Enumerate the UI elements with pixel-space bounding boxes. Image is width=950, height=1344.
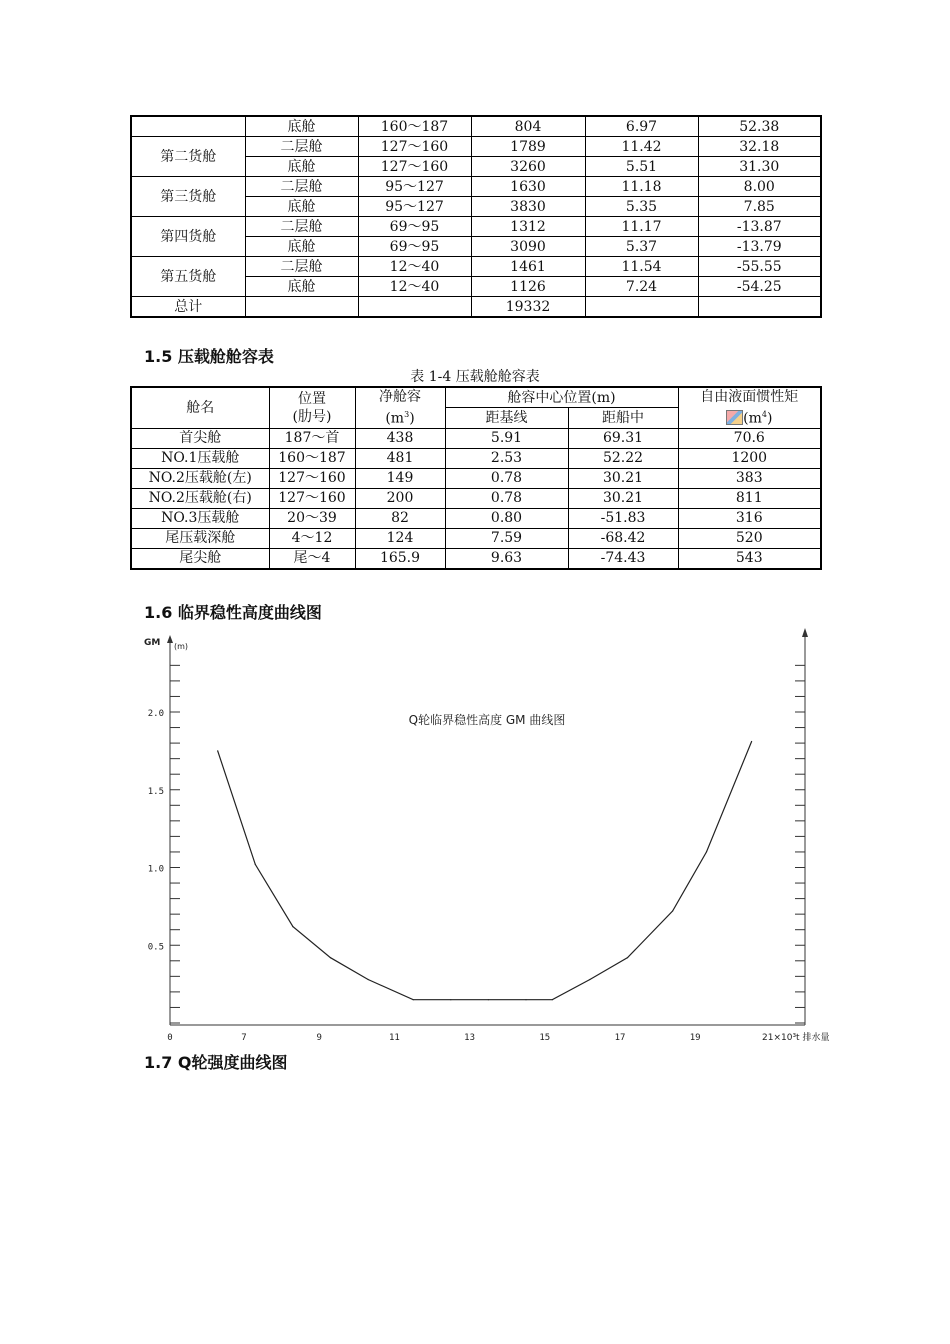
gm-curve-point	[552, 999, 553, 1000]
gm-curve-point	[217, 750, 218, 751]
ballast-cell-mid: 30.21	[568, 488, 678, 508]
cargo-cell-deck: 底舱	[245, 277, 358, 297]
header-tank-name: 舱名	[131, 387, 269, 428]
y-axis-arrow-left	[167, 635, 173, 643]
header-net-volume: 净舱容 $(m^3)$	[355, 387, 445, 428]
header-moment-unit: (m	[743, 410, 762, 427]
table-row	[131, 116, 821, 137]
image-placeholder-icon	[726, 410, 743, 425]
cargo-hold-name	[131, 116, 245, 137]
ballast-cell-vol: 200	[355, 488, 445, 508]
gm-curve-point	[450, 999, 451, 1000]
x-tick-label: 9	[316, 1033, 322, 1043]
ballast-tank-table	[130, 386, 822, 570]
ballast-cell-pos: 160～187	[269, 448, 355, 468]
cargo-cell-vcg: 11.17	[585, 217, 698, 237]
header-moment-line1: 自由液面惯性矩	[700, 389, 799, 405]
header-distance-midship: 距船中	[568, 408, 678, 428]
ballast-cell-base: 5.91	[445, 428, 568, 448]
cargo-cell-frames: 127～160	[358, 137, 471, 157]
header-center-group: 舱容中心位置(m)	[445, 387, 678, 408]
ballast-cell-pos: 尾～4	[269, 548, 355, 569]
cargo-cell-vcg: 5.35	[585, 197, 698, 217]
ballast-cell-pos: 20～39	[269, 508, 355, 528]
ballast-cell-base: 0.80	[445, 508, 568, 528]
gm-curve-point	[488, 999, 489, 1000]
ballast-cell-mid: -51.83	[568, 508, 678, 528]
x-tick-label: 0	[167, 1033, 173, 1043]
table-caption: 表 1-4 压载舱舱容表	[410, 369, 540, 385]
section-heading-1-7: 1.7 Q轮强度曲线图	[144, 1053, 288, 1072]
cargo-cell-frames: 12～40	[358, 257, 471, 277]
y-tick-label: 1.0	[147, 864, 164, 875]
cargo-cell-vcg: 5.51	[585, 157, 698, 177]
header-net-volume-line1: 净舱容	[379, 389, 421, 405]
total-empty	[358, 297, 471, 318]
total-empty	[585, 297, 698, 318]
cargo-cell-frames: 12～40	[358, 277, 471, 297]
header-moment-sup: 4	[761, 410, 767, 419]
section-heading-1-5: 1.5 压载舱舱容表	[144, 347, 274, 366]
ballast-cell-name: 尾压载深舱	[131, 528, 269, 548]
total-volume: 19332	[471, 297, 585, 318]
x-axis-label: 21×10³t 排水量	[762, 1033, 830, 1043]
cargo-hold-table	[130, 115, 822, 318]
ballast-cell-base: 0.78	[445, 468, 568, 488]
cargo-cell-volume: 1461	[471, 257, 585, 277]
cargo-hold-name: 第五货舱	[131, 257, 245, 297]
cargo-hold-name: 第四货舱	[131, 217, 245, 257]
cargo-cell-lcg: 8.00	[698, 177, 821, 197]
cargo-cell-deck: 底舱	[245, 237, 358, 257]
header-free-surface-moment: 自由液面惯性矩 $(m^4)$	[678, 387, 821, 428]
ballast-cell-pos: 127～160	[269, 488, 355, 508]
gm-curve-point	[330, 957, 331, 958]
gm-curve-point	[672, 910, 673, 911]
cargo-cell-lcg: -13.87	[698, 217, 821, 237]
ballast-cell-name: 首尖舱	[131, 428, 269, 448]
cargo-cell-frames: 127～160	[358, 157, 471, 177]
ballast-cell-pos: 4～12	[269, 528, 355, 548]
ballast-cell-mid: 30.21	[568, 468, 678, 488]
cargo-cell-lcg: 52.38	[698, 116, 821, 137]
cargo-cell-volume: 1789	[471, 137, 585, 157]
ballast-cell-vol: 149	[355, 468, 445, 488]
ballast-cell-moment: 543	[678, 548, 821, 569]
cargo-cell-lcg: -13.79	[698, 237, 821, 257]
cargo-cell-vcg: 11.42	[585, 137, 698, 157]
x-tick-label: 15	[539, 1033, 551, 1043]
ballast-tank-table-body	[131, 428, 821, 569]
ballast-cell-mid: -68.42	[568, 528, 678, 548]
table-row-total	[131, 297, 821, 318]
cargo-cell-deck: 底舱	[245, 116, 358, 137]
header-position-line2: (肋号)	[292, 408, 332, 425]
cargo-cell-vcg: 6.97	[585, 116, 698, 137]
ballast-cell-vol: 481	[355, 448, 445, 468]
cargo-cell-deck: 底舱	[245, 197, 358, 217]
x-tick-label: 17	[614, 1033, 626, 1043]
gm-curve-line	[218, 742, 752, 1000]
cargo-cell-deck: 二层舱	[245, 257, 358, 277]
gm-curve-point	[292, 926, 293, 927]
ballast-cell-name: NO.3压载舱	[131, 508, 269, 528]
cargo-cell-frames: 95～127	[358, 197, 471, 217]
ballast-cell-mid: 52.22	[568, 448, 678, 468]
x-tick-label: 19	[689, 1033, 701, 1043]
ballast-cell-name: 尾尖舱	[131, 548, 269, 569]
table-row	[131, 448, 821, 468]
table-row	[131, 257, 821, 277]
gm-curve-point	[255, 864, 256, 865]
cargo-cell-deck: 二层舱	[245, 177, 358, 197]
total-label: 总计	[131, 297, 245, 318]
y-axis-arrow-right	[802, 628, 808, 637]
cargo-cell-vcg: 11.54	[585, 257, 698, 277]
cargo-hold-name: 第三货舱	[131, 177, 245, 217]
ballast-cell-vol: 165.9	[355, 548, 445, 569]
cargo-cell-volume: 3090	[471, 237, 585, 257]
cargo-cell-frames: 95～127	[358, 177, 471, 197]
table-row	[131, 468, 821, 488]
cargo-cell-deck: 二层舱	[245, 217, 358, 237]
table-row	[131, 548, 821, 569]
ballast-cell-mid: 69.31	[568, 428, 678, 448]
ballast-cell-base: 0.78	[445, 488, 568, 508]
gm-curve-chart	[130, 625, 830, 1055]
cargo-cell-lcg: 31.30	[698, 157, 821, 177]
cargo-hold-table-body	[131, 116, 821, 317]
gm-curve-point	[368, 979, 369, 980]
ballast-cell-moment: 1200	[678, 448, 821, 468]
y-tick-label: 0.5	[147, 942, 164, 953]
ballast-cell-base: 2.53	[445, 448, 568, 468]
total-empty	[698, 297, 821, 318]
gm-curve-point	[751, 741, 752, 742]
x-tick-label: 13	[464, 1033, 476, 1043]
ballast-cell-base: 7.59	[445, 528, 568, 548]
y-tick-label: 2.0	[147, 709, 164, 719]
cargo-cell-lcg: -54.25	[698, 277, 821, 297]
ballast-cell-vol: 438	[355, 428, 445, 448]
cargo-cell-vcg: 11.18	[585, 177, 698, 197]
ballast-cell-moment: 383	[678, 468, 821, 488]
ballast-cell-pos: 127～160	[269, 468, 355, 488]
cargo-cell-frames: 69～95	[358, 237, 471, 257]
cargo-cell-vcg: 7.24	[585, 277, 698, 297]
gm-curve-point	[627, 957, 628, 958]
y-axis-unit: (m)	[174, 642, 189, 651]
ballast-cell-moment: 70.6	[678, 428, 821, 448]
y-axis-label: GM	[144, 638, 161, 648]
cargo-cell-volume: 1312	[471, 217, 585, 237]
y-tick-label: 1.5	[147, 786, 164, 797]
chart-title: Q轮临界稳性高度 GM 曲线图	[408, 713, 566, 727]
cargo-cell-lcg: 32.18	[698, 137, 821, 157]
ballast-cell-name: NO.2压载舱(左)	[131, 468, 269, 488]
ballast-cell-mid: -74.43	[568, 548, 678, 569]
table-row	[131, 177, 821, 197]
cargo-hold-name: 第二货舱	[131, 137, 245, 177]
gm-curve-point	[413, 999, 414, 1000]
cargo-cell-lcg: 7.85	[698, 197, 821, 217]
ballast-cell-moment: 520	[678, 528, 821, 548]
header-position-line1: 位置	[298, 390, 326, 407]
cargo-cell-frames: 69～95	[358, 217, 471, 237]
gm-curve-point	[525, 999, 526, 1000]
cargo-cell-lcg: -55.55	[698, 257, 821, 277]
cargo-cell-deck: 底舱	[245, 157, 358, 177]
cargo-cell-vcg: 5.37	[585, 237, 698, 257]
header-distance-baseline: 距基线	[445, 408, 568, 428]
table-row	[131, 508, 821, 528]
cargo-cell-volume: 3260	[471, 157, 585, 177]
table-row	[131, 428, 821, 448]
cargo-cell-volume: 3830	[471, 197, 585, 217]
cargo-cell-volume: 804	[471, 116, 585, 137]
cargo-cell-deck: 二层舱	[245, 137, 358, 157]
total-empty	[245, 297, 358, 318]
table-row	[131, 217, 821, 237]
gm-curve-point	[706, 851, 707, 852]
header-net-volume-unit: (m	[385, 410, 405, 427]
gm-curve-point	[589, 979, 590, 980]
cargo-cell-frames: 160～187	[358, 116, 471, 137]
cargo-cell-volume: 1126	[471, 277, 585, 297]
ballast-cell-name: NO.1压载舱	[131, 448, 269, 468]
header-net-volume-sup: 3	[404, 410, 410, 419]
table-row	[131, 488, 821, 508]
x-tick-label: 7	[241, 1033, 247, 1043]
table-row	[131, 528, 821, 548]
section-heading-1-6: 1.6 临界稳性高度曲线图	[144, 603, 322, 622]
ballast-cell-name: NO.2压载舱(右)	[131, 488, 269, 508]
x-tick-label: 11	[388, 1033, 400, 1043]
ballast-cell-moment: 316	[678, 508, 821, 528]
ballast-cell-pos: 187～首	[269, 428, 355, 448]
ballast-cell-moment: 811	[678, 488, 821, 508]
table-row	[131, 137, 821, 157]
ballast-cell-vol: 124	[355, 528, 445, 548]
ballast-cell-base: 9.63	[445, 548, 568, 569]
cargo-cell-volume: 1630	[471, 177, 585, 197]
header-position	[269, 387, 355, 428]
ballast-cell-vol: 82	[355, 508, 445, 528]
